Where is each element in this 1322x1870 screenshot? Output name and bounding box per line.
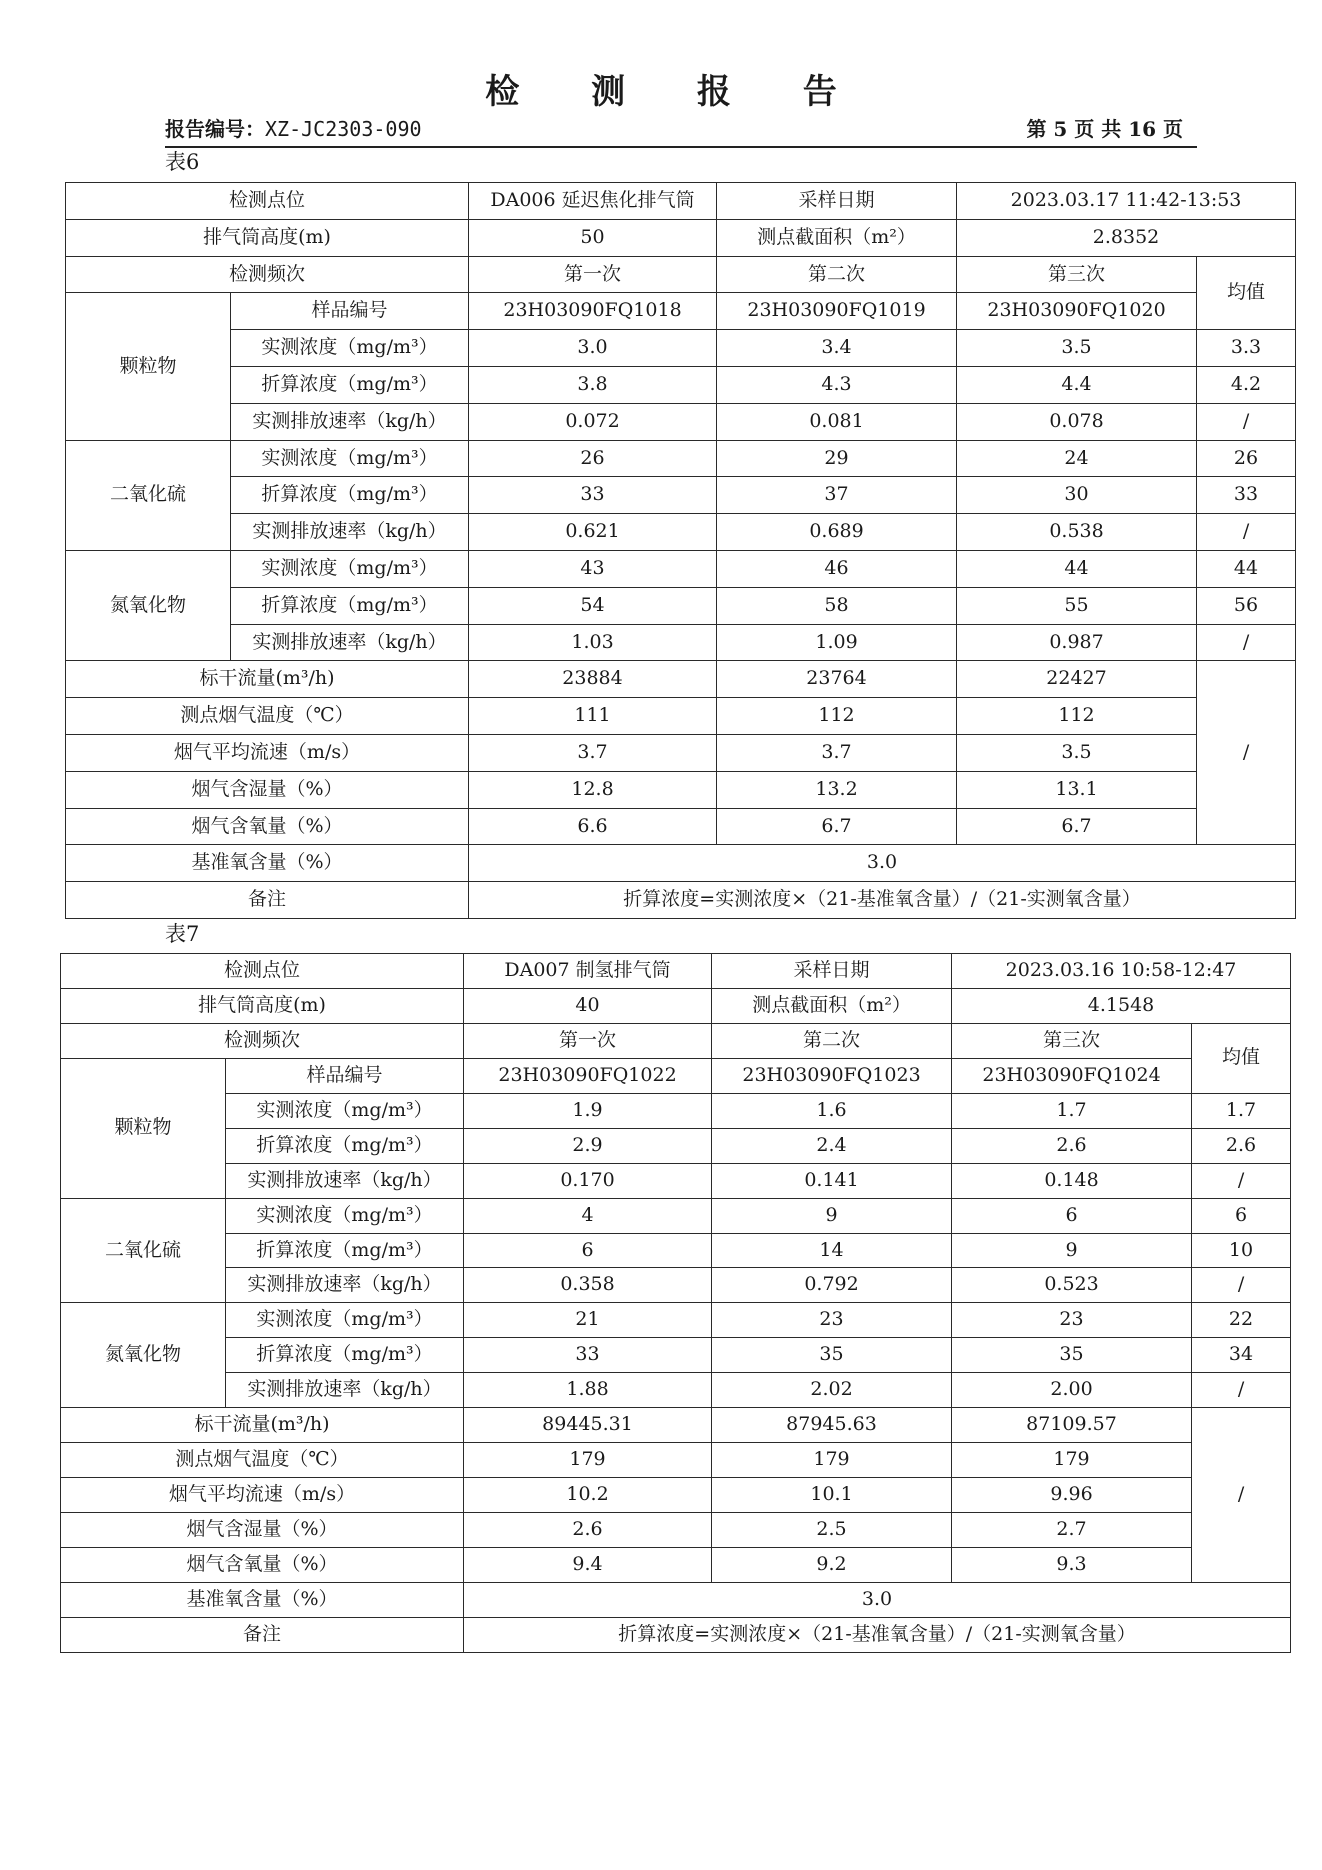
label-sampling-date: 采样日期 xyxy=(712,954,952,989)
row-label-measured: 实测浓度（mg/m³） xyxy=(231,440,469,477)
label-section-area: 测点截面积（m²） xyxy=(712,988,952,1023)
label-moisture: 烟气含湿量（%） xyxy=(66,771,469,808)
table-row xyxy=(61,1547,1291,1582)
so2-rate-value: 0.621 xyxy=(469,514,717,551)
row-label-converted: 折算浓度（mg/m³） xyxy=(226,1233,464,1268)
particulate-converted-value: 2.4 xyxy=(712,1128,952,1163)
row-label-measured: 实测浓度（mg/m³） xyxy=(231,550,469,587)
row-label-rate: 实测排放速率（kg/h） xyxy=(226,1373,464,1408)
flow-value: 23884 xyxy=(469,661,717,698)
nox-rate-value: / xyxy=(1197,624,1296,661)
row-label-converted: 折算浓度（mg/m³） xyxy=(231,366,469,403)
nox-rate-value: 2.02 xyxy=(712,1373,952,1408)
temperature-value: 179 xyxy=(952,1443,1192,1478)
temperature-value: 179 xyxy=(464,1443,712,1478)
nox-converted-value: 56 xyxy=(1197,587,1296,624)
particulate-rate-value: / xyxy=(1197,403,1296,440)
row-label-converted: 折算浓度（mg/m³） xyxy=(226,1338,464,1373)
row-label-measured: 实测浓度（mg/m³） xyxy=(226,1198,464,1233)
table-row xyxy=(66,183,1296,220)
table-row xyxy=(66,366,1296,403)
table-row xyxy=(61,1338,1291,1373)
report-number-label: 报告编号： xyxy=(165,117,265,141)
oxygen-value: 9.3 xyxy=(952,1547,1192,1582)
label-frequency: 检测频次 xyxy=(66,256,469,293)
point-value: DA007 制氢排气筒 xyxy=(464,954,712,989)
particulate-rate-value: / xyxy=(1192,1163,1291,1198)
particulate-converted-value: 4.4 xyxy=(957,366,1197,403)
table-row xyxy=(66,440,1296,477)
params-average: / xyxy=(1197,661,1296,845)
so2-rate-value: 0.523 xyxy=(952,1268,1192,1303)
ref-oxygen-value: 3.0 xyxy=(464,1582,1291,1617)
row-label-rate: 实测排放速率（kg/h） xyxy=(231,514,469,551)
row-label-converted: 折算浓度（mg/m³） xyxy=(231,477,469,514)
page-title: 检 测 报 告 xyxy=(485,72,867,112)
stack-height-value: 50 xyxy=(469,219,717,256)
particulate-rate-value: 0.141 xyxy=(712,1163,952,1198)
particulate-measured-value: 3.5 xyxy=(957,330,1197,367)
moisture-value: 13.2 xyxy=(717,771,957,808)
flow-value: 22427 xyxy=(957,661,1197,698)
moisture-value: 13.1 xyxy=(957,771,1197,808)
particulate-measured-value: 1.7 xyxy=(952,1093,1192,1128)
sample-no-3: 23H03090FQ1024 xyxy=(952,1058,1192,1093)
particulate-converted-value: 4.3 xyxy=(717,366,957,403)
label-average: 均值 xyxy=(1197,256,1296,330)
table-row xyxy=(66,219,1296,256)
particulate-rate-value: 0.078 xyxy=(957,403,1197,440)
particulate-measured-value: 1.6 xyxy=(712,1093,952,1128)
label-average: 均值 xyxy=(1192,1023,1291,1093)
nox-converted-value: 54 xyxy=(469,587,717,624)
so2-rate-value: / xyxy=(1197,514,1296,551)
label-oxygen: 烟气含氧量（%） xyxy=(66,808,469,845)
sample-no-2: 23H03090FQ1023 xyxy=(712,1058,952,1093)
table-row xyxy=(61,1303,1291,1338)
table-row xyxy=(61,1478,1291,1513)
nox-rate-value: 1.09 xyxy=(717,624,957,661)
oxygen-value: 9.4 xyxy=(464,1547,712,1582)
label-sample-no: 样品编号 xyxy=(226,1058,464,1093)
row-label-measured: 实测浓度（mg/m³） xyxy=(226,1093,464,1128)
table-row xyxy=(61,1198,1291,1233)
frequency-2: 第二次 xyxy=(717,256,957,293)
table-row xyxy=(66,256,1296,293)
params-average: / xyxy=(1192,1408,1291,1583)
nox-converted-value: 58 xyxy=(717,587,957,624)
oxygen-value: 6.6 xyxy=(469,808,717,845)
flow-value: 89445.31 xyxy=(464,1408,712,1443)
table-row xyxy=(66,514,1296,551)
nox-converted-value: 34 xyxy=(1192,1338,1291,1373)
group-label-nox: 氮氧化物 xyxy=(66,550,231,660)
label-sampling-date: 采样日期 xyxy=(717,183,957,220)
table-row xyxy=(61,1443,1291,1478)
row-label-rate: 实测排放速率（kg/h） xyxy=(231,624,469,661)
group-label-so2: 二氧化硫 xyxy=(66,440,231,550)
label-temperature: 测点烟气温度（℃） xyxy=(61,1443,464,1478)
nox-converted-value: 33 xyxy=(464,1338,712,1373)
table-row xyxy=(61,988,1291,1023)
particulate-converted-value: 2.9 xyxy=(464,1128,712,1163)
nox-measured-value: 21 xyxy=(464,1303,712,1338)
so2-converted-value: 14 xyxy=(712,1233,952,1268)
table-row xyxy=(61,1233,1291,1268)
particulate-measured-value: 3.4 xyxy=(717,330,957,367)
table-row xyxy=(61,1163,1291,1198)
velocity-value: 3.7 xyxy=(717,734,957,771)
group-label-particulate: 颗粒物 xyxy=(66,293,231,440)
label-temperature: 测点烟气温度（℃） xyxy=(66,698,469,735)
row-label-measured: 实测浓度（mg/m³） xyxy=(231,330,469,367)
so2-rate-value: 0.538 xyxy=(957,514,1197,551)
row-label-measured: 实测浓度（mg/m³） xyxy=(226,1303,464,1338)
table-row xyxy=(66,845,1296,882)
label-stack-height: 排气筒高度(m) xyxy=(66,219,469,256)
moisture-value: 12.8 xyxy=(469,771,717,808)
table-row xyxy=(66,403,1296,440)
label-remark: 备注 xyxy=(61,1617,464,1652)
temperature-value: 179 xyxy=(712,1443,952,1478)
particulate-rate-value: 0.072 xyxy=(469,403,717,440)
label-velocity: 烟气平均流速（m/s） xyxy=(66,734,469,771)
label-point: 检测点位 xyxy=(66,183,469,220)
nox-measured-value: 44 xyxy=(957,550,1197,587)
table-row xyxy=(66,661,1296,698)
table-row xyxy=(66,330,1296,367)
sampling-date-value: 2023.03.16 10:58-12:47 xyxy=(952,954,1291,989)
row-label-converted: 折算浓度（mg/m³） xyxy=(231,587,469,624)
table-row xyxy=(66,698,1296,735)
stack-height-value: 40 xyxy=(464,988,712,1023)
oxygen-value: 6.7 xyxy=(717,808,957,845)
label-flow: 标干流量(m³/h) xyxy=(66,661,469,698)
velocity-value: 3.5 xyxy=(957,734,1197,771)
report-number-value: XZ-JC2303-090 xyxy=(265,117,422,141)
particulate-measured-value: 1.7 xyxy=(1192,1093,1291,1128)
table-row xyxy=(61,1268,1291,1303)
table-row xyxy=(66,771,1296,808)
nox-converted-value: 35 xyxy=(952,1338,1192,1373)
label-remark: 备注 xyxy=(66,882,469,919)
so2-rate-value: 0.792 xyxy=(712,1268,952,1303)
particulate-measured-value: 3.3 xyxy=(1197,330,1296,367)
nox-converted-value: 35 xyxy=(712,1338,952,1373)
table-row xyxy=(61,1513,1291,1548)
table-6 xyxy=(65,182,1296,919)
row-label-rate: 实测排放速率（kg/h） xyxy=(231,403,469,440)
frequency-3: 第三次 xyxy=(957,256,1197,293)
so2-measured-value: 6 xyxy=(952,1198,1192,1233)
report-header xyxy=(165,112,1197,148)
table-row xyxy=(61,1128,1291,1163)
label-stack-height: 排气筒高度(m) xyxy=(61,988,464,1023)
table-row xyxy=(66,882,1296,919)
so2-measured-value: 4 xyxy=(464,1198,712,1233)
nox-rate-value: 2.00 xyxy=(952,1373,1192,1408)
label-frequency: 检测频次 xyxy=(61,1023,464,1058)
particulate-measured-value: 3.0 xyxy=(469,330,717,367)
remark-value: 折算浓度=实测浓度×（21-基准氧含量）/（21-实测氧含量） xyxy=(469,882,1296,919)
flow-value: 23764 xyxy=(717,661,957,698)
nox-measured-value: 44 xyxy=(1197,550,1296,587)
particulate-converted-value: 3.8 xyxy=(469,366,717,403)
table-row xyxy=(61,1582,1291,1617)
table-row xyxy=(66,550,1296,587)
table-row xyxy=(66,734,1296,771)
sample-no-1: 23H03090FQ1022 xyxy=(464,1058,712,1093)
particulate-rate-value: 0.148 xyxy=(952,1163,1192,1198)
frequency-2: 第二次 xyxy=(712,1023,952,1058)
so2-converted-value: 9 xyxy=(952,1233,1192,1268)
particulate-rate-value: 0.170 xyxy=(464,1163,712,1198)
so2-converted-value: 30 xyxy=(957,477,1197,514)
particulate-converted-value: 2.6 xyxy=(952,1128,1192,1163)
velocity-value: 10.1 xyxy=(712,1478,952,1513)
table-6-caption: 表6 xyxy=(165,150,200,174)
nox-measured-value: 23 xyxy=(712,1303,952,1338)
sampling-date-value: 2023.03.17 11:42-13:53 xyxy=(957,183,1296,220)
row-label-converted: 折算浓度（mg/m³） xyxy=(226,1128,464,1163)
table-row xyxy=(66,293,1296,330)
frequency-1: 第一次 xyxy=(469,256,717,293)
table-row xyxy=(66,477,1296,514)
temperature-value: 112 xyxy=(957,698,1197,735)
so2-measured-value: 26 xyxy=(1197,440,1296,477)
table-row xyxy=(61,1093,1291,1128)
nox-rate-value: / xyxy=(1192,1373,1291,1408)
so2-measured-value: 9 xyxy=(712,1198,952,1233)
row-label-rate: 实测排放速率（kg/h） xyxy=(226,1163,464,1198)
oxygen-value: 6.7 xyxy=(957,808,1197,845)
so2-converted-value: 6 xyxy=(464,1233,712,1268)
label-ref-oxygen: 基准氧含量（%） xyxy=(66,845,469,882)
table-row xyxy=(61,954,1291,989)
section-area-value: 4.1548 xyxy=(952,988,1291,1023)
nox-rate-value: 1.88 xyxy=(464,1373,712,1408)
table-row xyxy=(61,1373,1291,1408)
flow-value: 87109.57 xyxy=(952,1408,1192,1443)
frequency-1: 第一次 xyxy=(464,1023,712,1058)
sample-no-3: 23H03090FQ1020 xyxy=(957,293,1197,330)
flow-value: 87945.63 xyxy=(712,1408,952,1443)
particulate-measured-value: 1.9 xyxy=(464,1093,712,1128)
nox-rate-value: 0.987 xyxy=(957,624,1197,661)
nox-converted-value: 55 xyxy=(957,587,1197,624)
so2-converted-value: 37 xyxy=(717,477,957,514)
nox-rate-value: 1.03 xyxy=(469,624,717,661)
label-oxygen: 烟气含氧量（%） xyxy=(61,1547,464,1582)
table-row xyxy=(61,1408,1291,1443)
remark-value: 折算浓度=实测浓度×（21-基准氧含量）/（21-实测氧含量） xyxy=(464,1617,1291,1652)
moisture-value: 2.7 xyxy=(952,1513,1192,1548)
row-label-rate: 实测排放速率（kg/h） xyxy=(226,1268,464,1303)
label-flow: 标干流量(m³/h) xyxy=(61,1408,464,1443)
velocity-value: 10.2 xyxy=(464,1478,712,1513)
so2-rate-value: / xyxy=(1192,1268,1291,1303)
label-moisture: 烟气含湿量（%） xyxy=(61,1513,464,1548)
table-row xyxy=(61,1058,1291,1093)
ref-oxygen-value: 3.0 xyxy=(469,845,1296,882)
label-section-area: 测点截面积（m²） xyxy=(717,219,957,256)
point-value: DA006 延迟焦化排气筒 xyxy=(469,183,717,220)
label-ref-oxygen: 基准氧含量（%） xyxy=(61,1582,464,1617)
moisture-value: 2.6 xyxy=(464,1513,712,1548)
label-sample-no: 样品编号 xyxy=(231,293,469,330)
table-row xyxy=(61,1023,1291,1058)
table-7 xyxy=(60,953,1291,1653)
nox-measured-value: 46 xyxy=(717,550,957,587)
group-label-so2: 二氧化硫 xyxy=(61,1198,226,1303)
report-number xyxy=(165,113,422,142)
table-7-caption: 表7 xyxy=(165,922,200,946)
nox-measured-value: 43 xyxy=(469,550,717,587)
table-row xyxy=(66,587,1296,624)
section-area-value: 2.8352 xyxy=(957,219,1296,256)
nox-measured-value: 22 xyxy=(1192,1303,1291,1338)
group-label-nox: 氮氧化物 xyxy=(61,1303,226,1408)
so2-measured-value: 24 xyxy=(957,440,1197,477)
table-row xyxy=(66,808,1296,845)
so2-converted-value: 10 xyxy=(1192,1233,1291,1268)
particulate-rate-value: 0.081 xyxy=(717,403,957,440)
moisture-value: 2.5 xyxy=(712,1513,952,1548)
temperature-value: 111 xyxy=(469,698,717,735)
so2-measured-value: 26 xyxy=(469,440,717,477)
particulate-converted-value: 4.2 xyxy=(1197,366,1296,403)
velocity-value: 9.96 xyxy=(952,1478,1192,1513)
temperature-value: 112 xyxy=(717,698,957,735)
velocity-value: 3.7 xyxy=(469,734,717,771)
oxygen-value: 9.2 xyxy=(712,1547,952,1582)
sample-no-1: 23H03090FQ1018 xyxy=(469,293,717,330)
so2-rate-value: 0.689 xyxy=(717,514,957,551)
table-row xyxy=(66,624,1296,661)
table-row xyxy=(61,1617,1291,1652)
page-info: 第 5 页 共 16 页 xyxy=(1026,117,1183,141)
group-label-particulate: 颗粒物 xyxy=(61,1058,226,1198)
sample-no-2: 23H03090FQ1019 xyxy=(717,293,957,330)
so2-converted-value: 33 xyxy=(1197,477,1296,514)
so2-converted-value: 33 xyxy=(469,477,717,514)
frequency-3: 第三次 xyxy=(952,1023,1192,1058)
particulate-converted-value: 2.6 xyxy=(1192,1128,1291,1163)
so2-rate-value: 0.358 xyxy=(464,1268,712,1303)
nox-measured-value: 23 xyxy=(952,1303,1192,1338)
label-point: 检测点位 xyxy=(61,954,464,989)
so2-measured-value: 29 xyxy=(717,440,957,477)
so2-measured-value: 6 xyxy=(1192,1198,1291,1233)
label-velocity: 烟气平均流速（m/s） xyxy=(61,1478,464,1513)
